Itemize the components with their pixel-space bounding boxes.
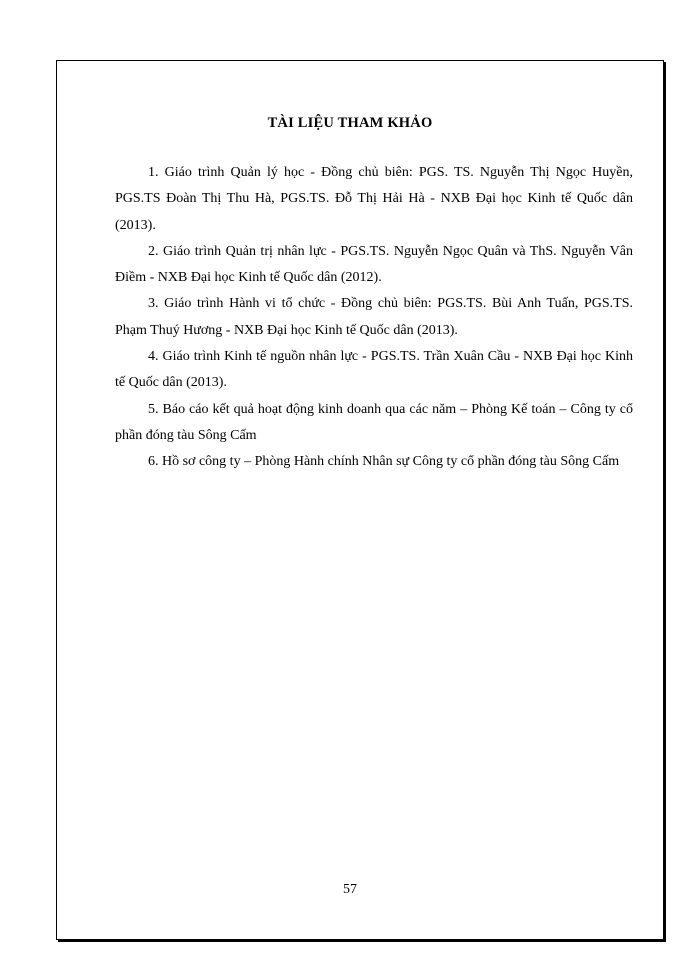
page-title: TÀI LIỆU THAM KHẢO [267,115,433,131]
reference-item-4: 4. Giáo trình Kinh tế nguồn nhân lực - PGS.TS. Trần Xuân Cầu - NXB Đại học Kinh tế Quốc dân (2013). [115,349,633,391]
reference-item-6: 6. Hồ sơ công ty – Phòng Hành chính Nhân sự Công ty cổ phần đóng tàu Sông Cấm [148,454,620,470]
reference-item-1: 1. Giáo trình Quản lý học - Đồng chủ biên: PGS. TS. Nguyễn Thị Ngọc Huyền, PGS.TS Đoàn Thị Thu Hà, PGS.TS. Đỗ Thị Hải Hà - NXB Đại học Kinh tế Quốc dân (2013). [115,165,633,233]
reference-item-3: 3. Giáo trình Hành vi tổ chức - Đồng chủ biên: PGS.TS. Bùi Anh Tuấn, PGS.TS. Phạm Thuý Hương - NXB Đại học Kinh tế Quốc dân (2013). [115,296,633,338]
page-number: 57 [343,882,357,897]
reference-item-5: 5. Báo cáo kết quả hoạt động kinh doanh qua các năm – Phòng Kế toán – Công ty cổ phần đóng tàu Sông Cấm [115,401,633,443]
reference-list [115,160,633,476]
reference-item-2: 2. Giáo trình Quản trị nhân lực - PGS.TS. Nguyễn Ngọc Quân và ThS. Nguyễn Vân Điềm - NXB Đại học Kinh tế Quốc dân (2012). [115,243,633,286]
